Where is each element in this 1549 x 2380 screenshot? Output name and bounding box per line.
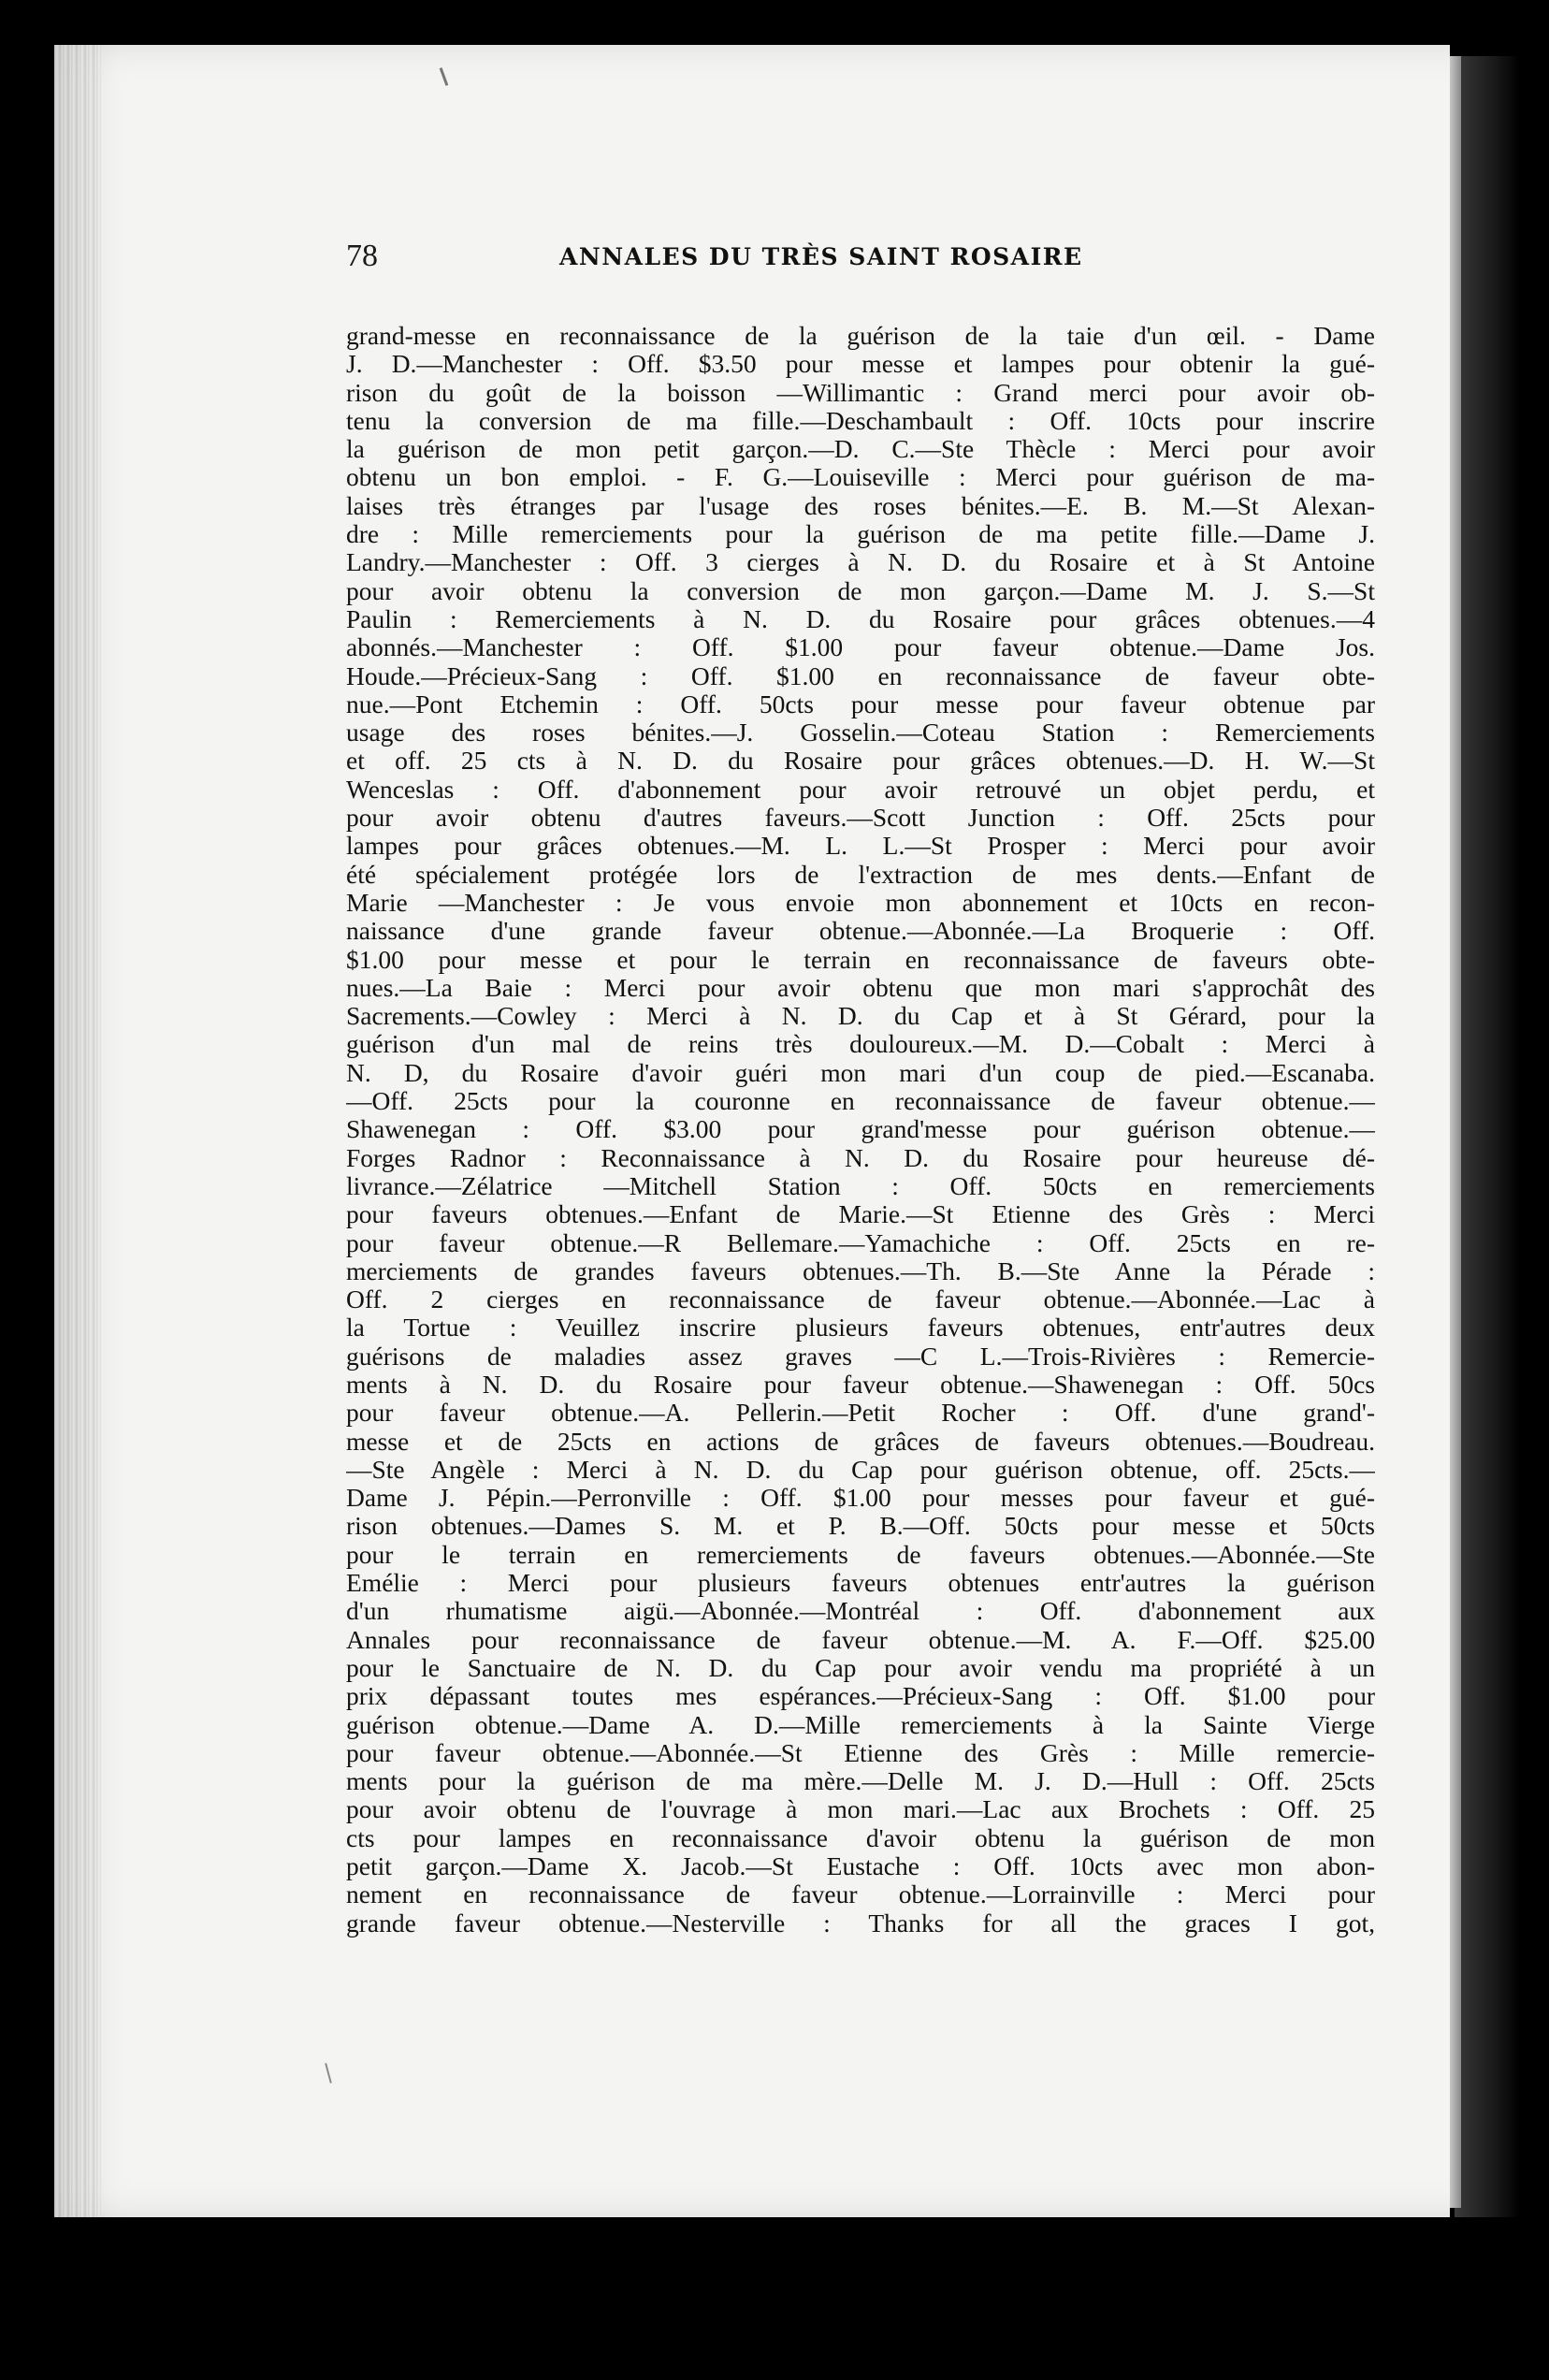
text-line: et off. 25 cts à N. D. du Rosaire pour grâces obtenues.—D. H. W.—St (346, 747, 1375, 776)
text-line: la Tortue : Veuillez inscrire plusieurs faveurs obtenues, entr'autres deux (346, 1313, 1375, 1342)
text-line: d'un rhumatisme aigü.—Abonnée.—Montréal : Off. d'abonnement aux (346, 1597, 1375, 1626)
text-line: grande faveur obtenue.—Nesterville : Thanks for all the graces I got, (346, 1908, 1375, 1937)
text-line: prix dépassant toutes mes espérances.—Précieux-Sang : Off. $1.00 pour (346, 1682, 1375, 1711)
text-line: pour le terrain en remerciements de faveurs obtenues.—Abonnée.—Ste (346, 1540, 1375, 1569)
text-line: dre : Mille remerciements pour la guérison de ma petite fille.—Dame J. (346, 520, 1375, 549)
text-line: Emélie : Merci pour plusieurs faveurs obtenues entr'autres la guérison (346, 1569, 1375, 1598)
text-line: abonnés.—Manchester : Off. $1.00 pour faveur obtenue.—Dame Jos. (346, 633, 1375, 662)
text-line: naissance d'une grande faveur obtenue.—Abonnée.—La Broquerie : Off. (346, 917, 1375, 946)
text-line: Landry.—Manchester : Off. 3 cierges à N. D. du Rosaire et à St Antoine (346, 548, 1375, 577)
text-line: nue.—Pont Etchemin : Off. 50cts pour messe pour faveur obtenue par (346, 689, 1375, 718)
text-line: merciements de grandes faveurs obtenues.—Th. B.—Ste Anne la Pérade : (346, 1256, 1375, 1285)
text-line: rison obtenues.—Dames S. M. et P. B.—Off. 50cts pour messe et 50cts (346, 1512, 1375, 1541)
text-line: Houde.—Précieux-Sang : Off. $1.00 en reconnaissance de faveur obte- (346, 661, 1375, 690)
text-line: tenu la conversion de ma fille.—Deschambault : Off. 10cts pour inscrire (346, 406, 1375, 435)
text-line: nues.—La Baie : Merci pour avoir obtenu que mon mari s'approchât des (346, 973, 1375, 1002)
text-line: rison du goût de la boisson —Willimantic : Grand merci pour avoir ob- (346, 378, 1375, 407)
text-line: Shawenegan : Off. $3.00 pour grand'messe pour guérison obtenue.— (346, 1115, 1375, 1144)
text-line: guérison d'un mal de reins très douloureux.—M. D.—Cobalt : Merci à (346, 1030, 1375, 1059)
text-line: Forges Radnor : Reconnaissance à N. D. du Rosaire pour heureuse dé- (346, 1143, 1375, 1172)
body-text (346, 322, 1375, 1937)
text-line: Marie —Manchester : Je vous envoie mon abonnement et 10cts en recon- (346, 888, 1375, 917)
text-line: pour le Sanctuaire de N. D. du Cap pour avoir vendu ma propriété à un (346, 1653, 1375, 1682)
text-line: livrance.—Zélatrice —Mitchell Station : Off. 50cts en remerciements (346, 1171, 1375, 1200)
text-line: pour faveur obtenue.—A. Pellerin.—Petit Rocher : Off. d'une grand'- (346, 1399, 1375, 1428)
text-line: —Off. 25cts pour la couronne en reconnaissance de faveur obtenue.— (346, 1087, 1375, 1116)
text-line: cts pour lampes en reconnaissance d'avoir obtenu la guérison de mon (346, 1823, 1375, 1852)
running-head: ANNALES DU TRÈS SAINT ROSAIRE (559, 243, 1083, 270)
text-line: usage des roses bénites.—J. Gosselin.—Coteau Station : Remerciements (346, 718, 1375, 747)
text-line: pour avoir obtenu la conversion de mon garçon.—Dame M. J. S.—St (346, 576, 1375, 605)
text-line: Paulin : Remerciements à N. D. du Rosaire pour grâces obtenues.—4 (346, 604, 1375, 633)
page-header (346, 239, 1188, 283)
page-edge (1448, 56, 1461, 2208)
text-line: Dame J. Pépin.—Perronville : Off. $1.00 pour messes pour faveur et gué- (346, 1484, 1375, 1513)
text-line: été spécialement protégée lors de l'extraction de mes dents.—Enfant de (346, 860, 1375, 889)
text-line: ments pour la guérison de ma mère.—Delle M. J. D.—Hull : Off. 25cts (346, 1767, 1375, 1796)
text-line: messe et de 25cts en actions de grâces de faveurs obtenues.—Boudreau. (346, 1427, 1375, 1456)
text-line: pour faveur obtenue.—R Bellemare.—Yamachiche : Off. 25cts en re- (346, 1228, 1375, 1257)
text-line: Annales pour reconnaissance de faveur obtenue.—M. A. F.—Off. $25.00 (346, 1625, 1375, 1654)
text-line: Off. 2 cierges en reconnaissance de faveur obtenue.—Abonnée.—Lac à (346, 1285, 1375, 1314)
text-line: laises très étranges par l'usage des roses bénites.—E. B. M.—St Alexan- (346, 491, 1375, 520)
text-line: obtenu un bon emploi. - F. G.—Louiseville : Merci pour guérison de ma- (346, 463, 1375, 492)
page-shadow (1455, 56, 1520, 2217)
text-line: guérison obtenue.—Dame A. D.—Mille remerciements à la Sainte Vierge (346, 1710, 1375, 1739)
text-line: grand-messe en reconnaissance de la guérison de la taie d'un œil. - Dame (346, 322, 1375, 350)
text-line: pour avoir obtenu de l'ouvrage à mon mari.—Lac aux Brochets : Off. 25 (346, 1795, 1375, 1824)
text-line: la guérison de mon petit garçon.—D. C.—Ste Thècle : Merci pour avoir (346, 435, 1375, 464)
text-line: ments à N. D. du Rosaire pour faveur obtenue.—Shawenegan : Off. 50cs (346, 1370, 1375, 1399)
page-gutter (54, 45, 101, 2217)
text-line: pour avoir obtenu d'autres faveurs.—Scott Junction : Off. 25cts pour (346, 804, 1375, 833)
text-line: $1.00 pour messe et pour le terrain en reconnaissance de faveurs obte- (346, 945, 1375, 974)
text-line: Wenceslas : Off. d'abonnement pour avoir retrouvé un objet perdu, et (346, 775, 1375, 804)
text-line: N. D, du Rosaire d'avoir guéri mon mari d'un coup de pied.—Escanaba. (346, 1058, 1375, 1087)
text-line: pour faveur obtenue.—Abonnée.—St Etienne des Grès : Mille remercie- (346, 1738, 1375, 1767)
page-number: 78 (346, 239, 378, 273)
text-line: pour faveurs obtenues.—Enfant de Marie.—St Etienne des Grès : Merci (346, 1200, 1375, 1229)
text-line: lampes pour grâces obtenues.—M. L. L.—St Prosper : Merci pour avoir (346, 832, 1375, 861)
text-line: guérisons de maladies assez graves —C L.—Trois-Rivières : Remercie- (346, 1342, 1375, 1371)
text-line: Sacrements.—Cowley : Merci à N. D. du Cap et à St Gérard, pour la (346, 1002, 1375, 1031)
text-line: nement en reconnaissance de faveur obtenue.—Lorrainville : Merci pour (346, 1880, 1375, 1909)
text-line: petit garçon.—Dame X. Jacob.—St Eustache : Off. 10cts avec mon abon- (346, 1852, 1375, 1881)
text-line: —Ste Angèle : Merci à N. D. du Cap pour guérison obtenue, off. 25cts.— (346, 1455, 1375, 1484)
text-line: J. D.—Manchester : Off. $3.50 pour messe et lampes pour obtenir la gué- (346, 350, 1375, 379)
